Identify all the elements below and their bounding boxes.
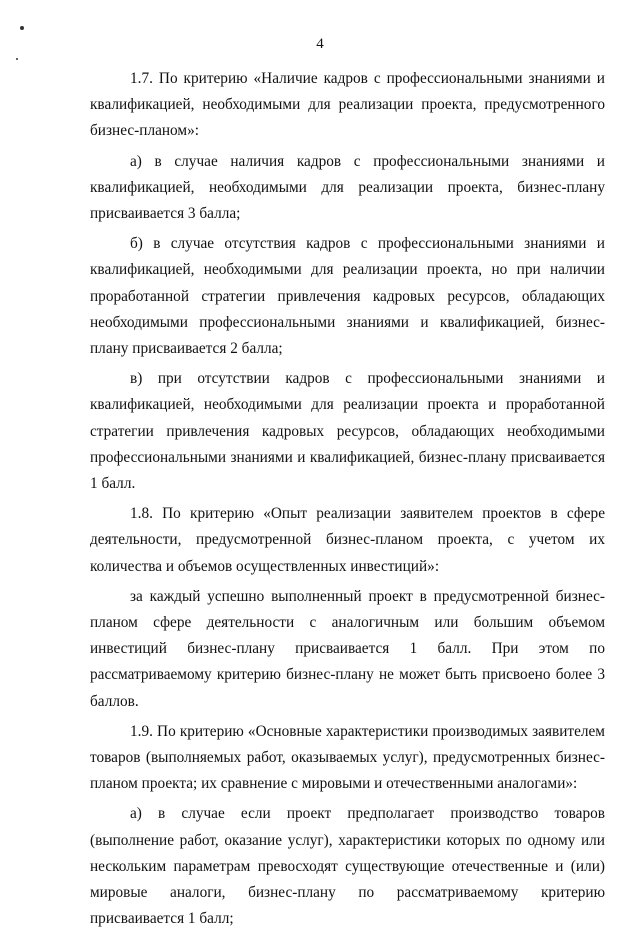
paragraph-1-7: 1.7. По критерию «Наличие кадров с профессиональными знаниями и квалификацией, необходимыми для реализации проекта, предусмотренного бизнес-планом»: xyxy=(90,70,605,140)
paragraph-1-9-a: а) в случае если проект предполагает производство товаров (выполнение работ, оказание услуг), характеристики которых по одному или нескольким параметрам превосходят существующие отечественные и (или) мировые аналоги, бизнес-плану по рассматриваемому критерию присваивается 1 балл; xyxy=(90,805,605,928)
paragraph-1-7-a: а) в случае наличия кадров с профессиональными знаниями и квалификацией, необходимыми для реализации проекта, бизнес-плану присваивается 3 балла; xyxy=(90,152,605,223)
paragraph-1-8: 1.8. По критерию «Опыт реализации заявителем проектов в сфере деятельности, предусмотренной бизнес-планом проекта, с учетом их количества и объемов осуществленных инвестиций»: xyxy=(90,505,605,575)
paragraph-1-7-b: б) в случае отсутствия кадров с профессиональными знаниями и квалификацией, необходимыми для реализации проекта, но при наличии проработанной стратегии привлечения кадровых ресурсов, обладающих необходимыми профессиональными знаниями и квалификацией, бизнес-плану присваивается 2 балла; xyxy=(90,235,605,358)
document-body xyxy=(90,66,605,933)
page-number: 4 xyxy=(316,36,324,52)
paragraph-1-8-detail: за каждый успешно выполненный проект в предусмотренной бизнес-планом сфере деятельности с аналогичным или большим объемом инвестиций бизнес-плану присваивается 1 балл. При этом по рассматриваемому критерию бизнес-плану не может быть присвоено более 3 баллов. xyxy=(90,587,605,710)
scan-dot xyxy=(20,26,24,30)
paragraph-1-9: 1.9. По критерию «Основные характеристики производимых заявителем товаров (выполняемых работ, оказываемых услуг), предусмотренных бизнес-планом проекта; их сравнение с мировыми и отечественными аналогами»: xyxy=(90,722,605,793)
paragraph-1-7-c: в) при отсутствии кадров с профессиональными знаниями и квалификацией, необходимыми для реализации проекта и проработанной стратегии привлечения кадровых ресурсов, обладающих необходимыми профессиональными знаниями и квалификацией, бизнес-плану присваивается 1 балл. xyxy=(90,370,605,493)
scan-dot xyxy=(16,58,18,60)
